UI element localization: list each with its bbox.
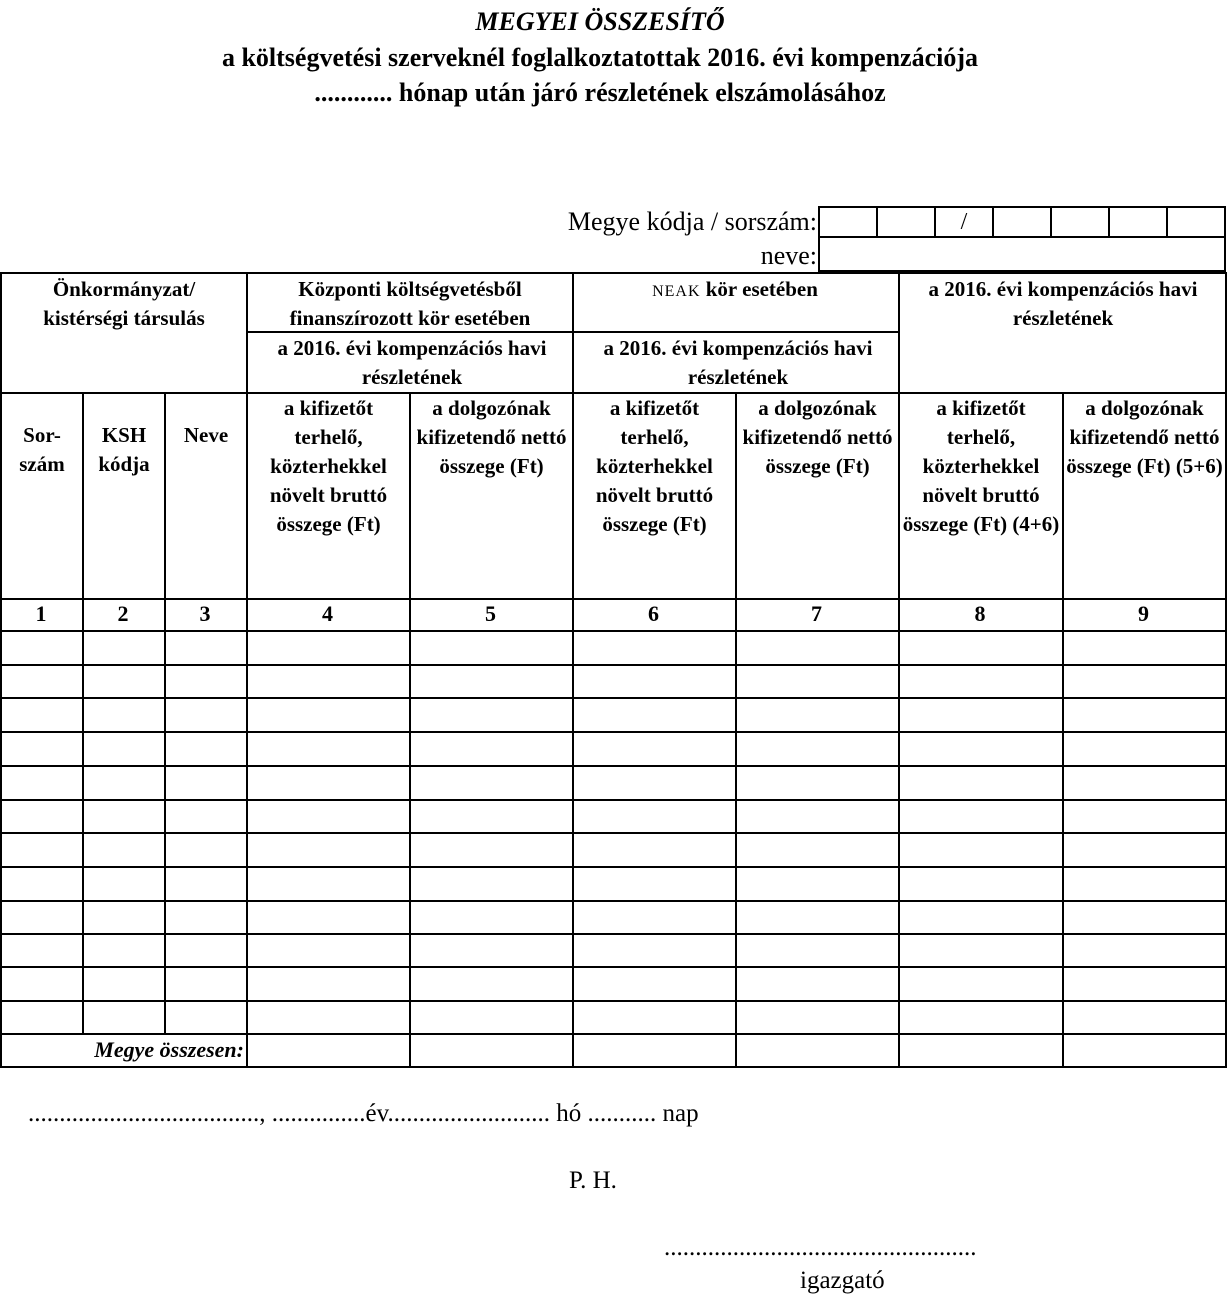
table-cell-col-9[interactable] <box>1064 968 1225 1000</box>
county-total-label: Megye összesen: <box>94 1037 244 1062</box>
column-header-7: a dolgozónak kifizetendő nettó összege (Ft) <box>742 396 893 478</box>
table-cell-col-1[interactable] <box>2 666 82 697</box>
table-cell-col-9[interactable] <box>1064 834 1225 866</box>
table-cell-col-3[interactable] <box>166 733 246 765</box>
neak-label: kör esetében <box>700 277 818 301</box>
table-cell-col-6[interactable] <box>574 1002 735 1033</box>
table-cell-col-8[interactable] <box>900 968 1062 1000</box>
subheader-neak-installment: a 2016. évi kompenzációs havi részletének <box>603 336 873 389</box>
table-row <box>0 801 1227 832</box>
table-cell-col-2[interactable] <box>84 935 164 966</box>
table-cell-col-6[interactable] <box>574 834 735 866</box>
column-number-1: 1 <box>35 601 47 626</box>
table-cell-col-1[interactable] <box>2 1002 82 1033</box>
table-cell-col-4[interactable] <box>248 733 409 765</box>
table-cell-col-7[interactable] <box>737 1002 898 1033</box>
table-cell-col-4[interactable] <box>248 868 409 900</box>
table-cell-col-4[interactable] <box>248 801 409 832</box>
table-cell-col-4[interactable] <box>248 834 409 866</box>
table-cell-col-4[interactable] <box>248 968 409 1000</box>
table-cell-col-4[interactable] <box>248 632 409 664</box>
table-cell-col-5[interactable] <box>411 968 572 1000</box>
table-row <box>0 666 1227 697</box>
table-cell-col-9[interactable] <box>1064 935 1225 966</box>
table-cell-col-5[interactable] <box>411 666 572 697</box>
table-cell-col-2[interactable] <box>84 733 164 765</box>
table-cell-col-7[interactable] <box>737 801 898 832</box>
table-cell-col-8[interactable] <box>900 733 1062 765</box>
table-cell-col-2[interactable] <box>84 699 164 731</box>
column-number-2: 2 <box>117 601 129 626</box>
table-cell-col-6[interactable] <box>574 699 735 731</box>
table-row <box>0 834 1227 866</box>
page-subtitle: a költségvetési szerveknél foglalkoztatottak 2016. évi kompenzációja <box>221 43 979 72</box>
column-number-9: 9 <box>1138 601 1149 626</box>
column-header-4: a kifizetőt terhelő, közterhekkel növelt bruttó összege (Ft) <box>269 396 388 536</box>
table-cell-col-1[interactable] <box>2 767 82 799</box>
table-cell-col-8[interactable] <box>900 935 1062 966</box>
table-cell-col-8[interactable] <box>900 1002 1062 1033</box>
table-cell-col-6[interactable] <box>574 666 735 697</box>
table-cell-col-8[interactable] <box>900 666 1062 697</box>
table-cell-col-7[interactable] <box>737 733 898 765</box>
table-cell-col-6[interactable] <box>574 733 735 765</box>
table-cell-col-6[interactable] <box>574 868 735 900</box>
signature-title: igazgató <box>800 1267 885 1294</box>
column-number-5: 5 <box>485 601 496 626</box>
table-cell-col-1[interactable] <box>2 632 82 664</box>
table-cell-col-1[interactable] <box>2 968 82 1000</box>
table-cell-col-5[interactable] <box>411 699 572 731</box>
table-row <box>0 1002 1227 1033</box>
table-cell-col-1[interactable] <box>2 733 82 765</box>
signature-line: .................................................. <box>664 1234 977 1261</box>
table-cell-col-7[interactable] <box>737 767 898 799</box>
table-cell-col-1[interactable] <box>2 834 82 866</box>
table-cell-col-2[interactable] <box>84 868 164 900</box>
table-cell-col-9[interactable] <box>1064 733 1225 765</box>
table-cell-col-9[interactable] <box>1064 666 1225 697</box>
subheader-central-installment: a 2016. évi kompenzációs havi részletének <box>277 336 547 389</box>
table-cell-col-4[interactable] <box>248 767 409 799</box>
table-cell-col-9[interactable] <box>1064 801 1225 832</box>
table-row <box>0 968 1227 1000</box>
column-header-3: Neve <box>183 423 229 447</box>
header-neak <box>575 275 895 306</box>
table-cell-col-9[interactable] <box>1064 1002 1225 1033</box>
column-header-9: a dolgozónak kifizetendő nettó összege (Ft) (5+6) <box>1066 396 1223 478</box>
table-row <box>0 935 1227 966</box>
date-line: ....................................., ...............év.......................... hó ........... nap <box>28 1100 699 1127</box>
page-subtitle-month: ............ hónap után járó részletének elszámolásához <box>314 78 886 107</box>
column-number-4: 4 <box>322 601 333 626</box>
table-cell-col-2[interactable] <box>84 902 164 933</box>
table-cell-col-3[interactable] <box>166 632 246 664</box>
table-cell-col-8[interactable] <box>900 632 1062 664</box>
table-rule <box>0 1066 1227 1068</box>
table-cell-col-5[interactable] <box>411 834 572 866</box>
table-cell-col-3[interactable] <box>166 968 246 1000</box>
table-cell-col-5[interactable] <box>411 935 572 966</box>
column-number-8: 8 <box>974 601 986 626</box>
table-cell-col-7[interactable] <box>737 868 898 900</box>
table-cell-col-6[interactable] <box>574 902 735 933</box>
county-code-label: Megye kódja / sorszám: <box>567 207 817 236</box>
table-cell-col-7[interactable] <box>737 834 898 866</box>
table-cell-col-2[interactable] <box>84 1002 164 1033</box>
table-cell-col-4[interactable] <box>248 699 409 731</box>
table-cell-col-4[interactable] <box>248 935 409 966</box>
table-row <box>0 632 1227 664</box>
table-cell-col-5[interactable] <box>411 632 572 664</box>
table-cell-col-2[interactable] <box>84 666 164 697</box>
header-central: Központi költségvetésből finanszírozott kör esetében <box>289 277 531 330</box>
table-cell-col-6[interactable] <box>574 632 735 664</box>
column-number-7: 7 <box>811 601 822 626</box>
table-cell-col-3[interactable] <box>166 902 246 933</box>
column-header-2: KSH kódja <box>98 423 150 476</box>
table-cell-col-9[interactable] <box>1064 868 1225 900</box>
table-cell-col-3[interactable] <box>166 834 246 866</box>
table-cell-col-6[interactable] <box>574 767 735 799</box>
table-cell-col-8[interactable] <box>900 902 1062 933</box>
stamp-label: P. H. <box>569 1167 617 1194</box>
table-rule <box>0 272 1227 274</box>
table-cell-col-5[interactable] <box>411 868 572 900</box>
table-cell-col-5[interactable] <box>411 1002 572 1033</box>
county-name-label: neve: <box>760 241 817 270</box>
table-cell-col-6[interactable] <box>574 968 735 1000</box>
table-row <box>0 767 1227 799</box>
table-cell-col-7[interactable] <box>737 666 898 697</box>
table-cell-col-5[interactable] <box>411 767 572 799</box>
table-cell-col-3[interactable] <box>166 1002 246 1033</box>
table-cell-col-3[interactable] <box>166 868 246 900</box>
table-cell-col-8[interactable] <box>900 767 1062 799</box>
table-cell-col-1[interactable] <box>2 902 82 933</box>
column-header-5: a dolgozónak kifizetendő nettó összege (Ft) <box>416 396 567 478</box>
table-cell-col-8[interactable] <box>900 699 1062 731</box>
table-cell-col-1[interactable] <box>2 935 82 966</box>
table-cell-col-4[interactable] <box>248 666 409 697</box>
table-cell-col-1[interactable] <box>2 699 82 731</box>
total-cell-col-9[interactable] <box>1064 1035 1225 1066</box>
table-cell-col-2[interactable] <box>84 801 164 832</box>
neak-abbreviation: NEAK <box>652 283 701 300</box>
table-cell-col-3[interactable] <box>166 935 246 966</box>
table-row <box>0 868 1227 900</box>
table-cell-col-1[interactable] <box>2 868 82 900</box>
table-cell-col-5[interactable] <box>411 801 572 832</box>
table-cell-col-5[interactable] <box>411 733 572 765</box>
table-cell-col-6[interactable] <box>574 801 735 832</box>
table-cell-col-5[interactable] <box>411 902 572 933</box>
table-cell-col-3[interactable] <box>166 767 246 799</box>
county-code-separator: / <box>934 208 992 236</box>
table-cell-col-8[interactable] <box>900 834 1062 866</box>
total-cell-col-4[interactable] <box>248 1035 409 1066</box>
table-cell-col-8[interactable] <box>900 801 1062 832</box>
table-cell-col-9[interactable] <box>1064 699 1225 731</box>
total-cell-col-6[interactable] <box>574 1035 735 1066</box>
table-row <box>0 699 1227 731</box>
table-cell-col-2[interactable] <box>84 834 164 866</box>
table-cell-col-2[interactable] <box>84 767 164 799</box>
table-cell-col-2[interactable] <box>84 632 164 664</box>
column-number-3: 3 <box>199 601 211 626</box>
table-cell-col-9[interactable] <box>1064 767 1225 799</box>
total-cell-col-7[interactable] <box>737 1035 898 1066</box>
table-cell-col-7[interactable] <box>737 699 898 731</box>
total-cell-col-5[interactable] <box>411 1035 572 1066</box>
table-row <box>0 733 1227 765</box>
column-header-6: a kifizetőt terhelő, közterhekkel növelt bruttó összege (Ft) <box>595 396 714 536</box>
table-cell-col-3[interactable] <box>166 699 246 731</box>
table-cell-col-1[interactable] <box>2 801 82 832</box>
table-cell-col-4[interactable] <box>248 902 409 933</box>
column-header-1: Sor-szám <box>19 423 65 476</box>
header-installment-total: a 2016. évi kompenzációs havi részletének <box>928 277 1198 330</box>
table-cell-col-7[interactable] <box>737 968 898 1000</box>
column-header-8: a kifizetőt terhelő, közterhekkel növelt bruttó összege (Ft) (4+6) <box>902 396 1060 536</box>
table-cell-col-4[interactable] <box>248 1002 409 1033</box>
table-cell-col-3[interactable] <box>166 801 246 832</box>
table-row <box>0 902 1227 933</box>
column-number-6: 6 <box>648 601 659 626</box>
table-cell-col-2[interactable] <box>84 968 164 1000</box>
table-cell-col-7[interactable] <box>737 935 898 966</box>
table-cell-col-9[interactable] <box>1064 632 1225 664</box>
header-municipality: Önkormányzat/ kistérségi társulás <box>43 277 205 330</box>
page-title: MEGYEI ÖSSZESÍTŐ <box>475 7 725 36</box>
table-cell-col-9[interactable] <box>1064 902 1225 933</box>
table-cell-col-3[interactable] <box>166 666 246 697</box>
table-cell-col-7[interactable] <box>737 632 898 664</box>
table-cell-col-8[interactable] <box>900 868 1062 900</box>
table-cell-col-6[interactable] <box>574 935 735 966</box>
table-cell-col-7[interactable] <box>737 902 898 933</box>
total-cell-col-8[interactable] <box>900 1035 1062 1066</box>
